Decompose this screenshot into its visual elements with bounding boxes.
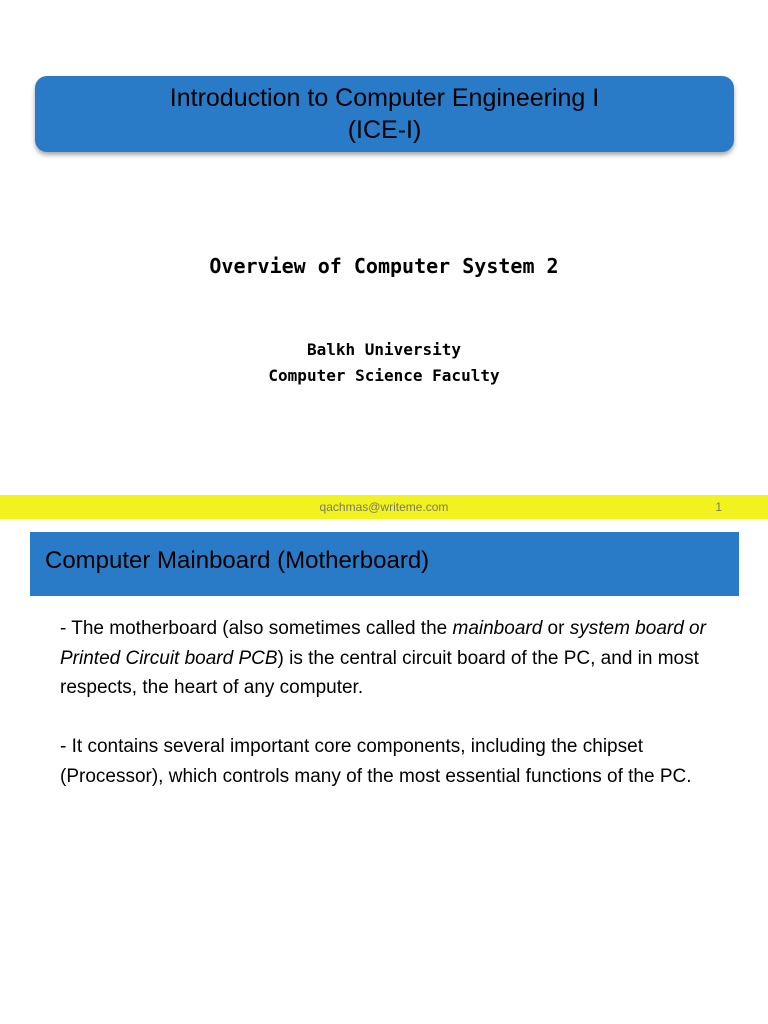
title-line-1: Introduction to Computer Engineering I <box>169 84 600 112</box>
footer-email: qachmas@writeme.com <box>319 500 449 514</box>
title-banner <box>35 76 734 152</box>
paragraph-1 <box>60 614 730 703</box>
paragraph-1-text-c: ) is the central circuit board of the PC, and in most respects, the heart of any computer. <box>60 647 699 698</box>
paragraph-1-text-a: - The motherboard (also sometimes called the <box>60 618 453 639</box>
body-text <box>60 614 730 821</box>
slide-footer <box>0 495 768 519</box>
slide-subtitle: Overview of Computer System 2 <box>209 254 559 278</box>
paragraph-1-italic-a: mainboard <box>452 618 543 639</box>
section-heading-bar <box>30 532 739 596</box>
paragraph-1-italic-b: system board or Printed Circuit board PCB <box>60 618 706 669</box>
paragraph-2: - It contains several important core components, including the chipset (Processor), which controls many of the most essential functions of the PC. <box>60 736 692 787</box>
faculty-name: Computer Science Faculty <box>268 366 500 385</box>
section-heading: Computer Mainboard (Motherboard) <box>45 547 430 574</box>
page-number: 1 <box>715 500 722 514</box>
university-name: Balkh University <box>306 340 462 359</box>
title-line-2: (ICE-I) <box>347 116 422 144</box>
paragraph-1-text-b: or <box>542 618 570 639</box>
